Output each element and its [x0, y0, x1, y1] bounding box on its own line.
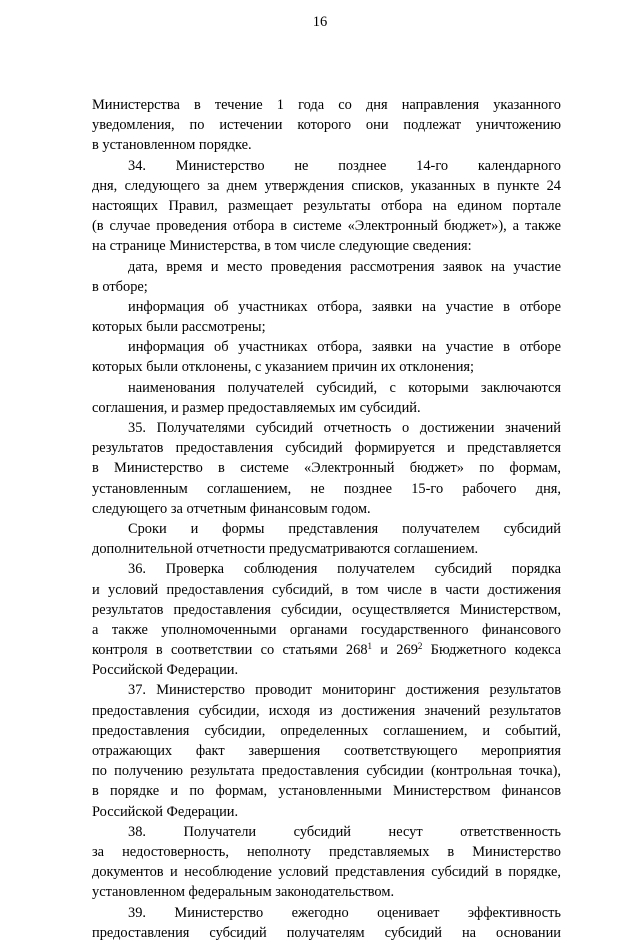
text-line: Министерства в течение 1 года со дня направления указанного: [92, 97, 561, 113]
text-line: информация об участниках отбора, заявки на участие в отборе: [128, 298, 561, 315]
text-line: установленным соглашением, не позднее 15-го рабочего дня,: [92, 480, 561, 497]
text-line: предоставления субсидии, исходя из достижения значений результатов: [92, 702, 561, 719]
text-line: а также уполномоченными органами государственного финансового: [92, 621, 561, 638]
text-line: и условий предоставления субсидий, в том числе в части достижения: [92, 581, 561, 598]
text-line: 34. Министерство не позднее 14-го календарного: [128, 157, 561, 174]
text-line: 37. Министерство проводит мониторинг достижения результатов: [128, 682, 561, 699]
text-line: 36. Проверка соблюдения получателем субсидий порядка: [128, 561, 561, 578]
text-line: контроля в соответствии со статьями $268^1$ и $269^2$ Бюджетного кодекса: [92, 641, 561, 659]
text-line: на странице Министерства, в том числе следующие сведения:: [92, 238, 472, 255]
text-line: дата, время и место проведения рассмотрения заявок на участие: [128, 258, 561, 275]
text-line: документов и несоблюдение условий представления субсидий в порядке,: [92, 864, 561, 881]
page-number: 16: [312, 14, 328, 30]
text-line: наименования получателей субсидий, с которыми заключаются: [128, 379, 561, 396]
text-line: предоставления субсидий получателям субсидий на основании: [92, 924, 561, 941]
text-line: уведомления, по истечении которого они подлежат уничтожению: [92, 117, 561, 134]
text-line: отражающих факт завершения соответствующего мероприятия: [92, 743, 561, 759]
text-line: дополнительной отчетности предусматриваются соглашением.: [92, 541, 479, 558]
text-line: в установленном порядке.: [92, 137, 252, 154]
text-line: которых были рассмотрены;: [92, 319, 266, 336]
text-line: в порядке и по формам, установленными Министерством финансов: [92, 783, 561, 800]
text-line: 38. Получатели субсидий несут ответственность: [128, 823, 561, 840]
text-line: результатов предоставления субсидии, осуществляется Министерством,: [92, 601, 561, 618]
text-line: по получению результата предоставления субсидии (контрольная точка),: [92, 763, 561, 780]
text-line: Российской Федерации.: [92, 803, 239, 820]
text-line: в Министерство в системе «Электронный бюджет» по формам,: [92, 460, 561, 477]
text-line: информация об участниках отбора, заявки на участие в отборе: [128, 339, 561, 356]
text-line: следующего за отчетным финансовым годом.: [92, 500, 371, 517]
text-line: результатов предоставления субсидий формируется и представляется: [92, 440, 561, 457]
text-line: установленном федеральным законодательством.: [92, 884, 395, 901]
text-line: настоящих Правил, размещает результаты отбора на едином портале: [92, 197, 561, 214]
text-line: (в случае проведения отбора в системе «Электронный бюджет»), а также: [92, 218, 561, 235]
text-line: 35. Получателями субсидий отчетность о достижении значений: [128, 420, 561, 436]
text-line: Российской Федерации.: [92, 662, 239, 679]
text-line: дня, следующего за днем утверждения списков, указанных в пункте 24: [92, 177, 561, 194]
text-line: соглашения, и размер предоставляемых им субсидий.: [92, 399, 421, 416]
text-line: в отборе;: [92, 278, 148, 295]
text-line: 39. Министерство ежегодно оценивает эффективность: [128, 904, 561, 921]
text-line: Сроки и формы представления получателем субсидий: [128, 520, 561, 537]
document-body: [92, 95, 561, 943]
text-line: предоставления субсидии, определенных соглашением, и событий,: [92, 722, 561, 739]
text-line: которых были отклонены, с указанием причин их отклонения;: [92, 359, 475, 376]
text-line: за недостоверность, неполноту представляемых в Министерство: [92, 843, 561, 860]
